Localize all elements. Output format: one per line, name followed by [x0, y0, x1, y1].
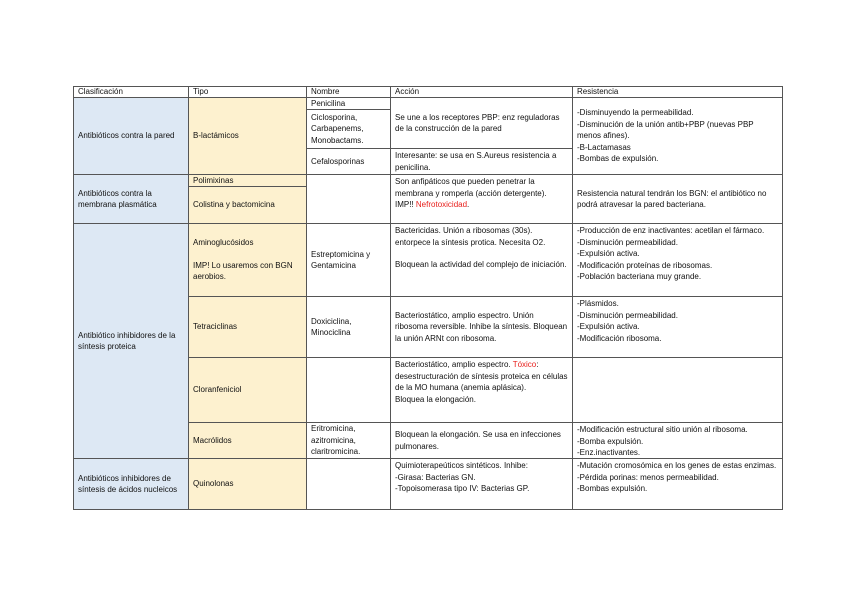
tipo-tetraciclinas: Tetraciclinas [188, 296, 307, 358]
accion-text [395, 359, 568, 394]
accion-membrana [390, 174, 573, 224]
resistencia-quinolonas [572, 458, 783, 510]
header-clasificacion: Clasificación [73, 86, 189, 98]
imp-label: IMP!! [395, 200, 414, 209]
toxico-highlight: Tóxico [512, 360, 537, 369]
clasificacion-sintesis-proteica: Antibiótico inhibidores de la síntesis proteica [73, 223, 189, 459]
resistencia-item: -Modificación ribosoma. [577, 333, 662, 343]
accion-tetraciclinas: Bacteriostático, amplio espectro. Unión ribosoma reversible. Inhibe la síntesis. Bloquean la unión ARNt con ribosoma. [390, 296, 573, 358]
tipo-label: Aminoglucósidos [193, 238, 254, 248]
accion-aminoglucosidos [390, 223, 573, 297]
accion-macrolidos: Bloquean la elongación. Se usa en infecciones pulmonares. [390, 422, 573, 459]
nombre-ciclosporina: Ciclosporina, Carbapenems, Monobactams. [306, 109, 391, 149]
resistencia-item: -Disminución permeabilidad. [577, 237, 678, 247]
resistencia-macrolidos [572, 422, 783, 459]
resistencia-item: -Disminución permeabilidad. [577, 310, 678, 320]
resistencia-item: -B-Lactamasas [577, 142, 631, 152]
accion-text: Bactericidas. Unión a ribosomas (30s). entorpece la síntesis protica. Necesita O2. [395, 226, 546, 247]
accion-text: -Girasa: Bacterias GN. [395, 472, 476, 482]
resistencia-item: -Bombas expulsión. [577, 484, 648, 493]
accion-quinolonas [390, 458, 573, 510]
clasificacion-membrana: Antibióticos contra la membrana plasmática [73, 174, 189, 224]
tipo-note: IMP! Lo usaremos con BGN aerobios. [193, 260, 293, 282]
header-resistencia: Resistencia [572, 86, 783, 98]
tipo-b-lactamicos: B-lactámicos [188, 97, 307, 175]
accion-text: -Topoisomerasa tipo IV: Bacterias GP. [395, 484, 530, 493]
resistencia-item: -Plásmidos. [577, 299, 619, 308]
resistencia-item: -Bomba expulsión. [577, 436, 644, 446]
resistencia-item: -Disminución de la unión antib+PBP (nuevas PBP menos afines). [577, 119, 754, 141]
resistencia-item: -Disminuyendo la permeabilidad. [577, 108, 694, 118]
accion-text: Son anfipáticos que pueden penetrar la membrana y romperla (acción detergente). [395, 177, 547, 198]
resistencia-pared [572, 97, 783, 175]
tipo-quinolonas: Quinolonas [188, 458, 307, 510]
resistencia-cloranfenicol-empty [572, 357, 783, 423]
resistencia-item: -Mutación cromosómica en los genes de estas enzimas. [577, 461, 777, 470]
header-accion: Acción [390, 86, 573, 98]
nombre-macrolidos: Eritromicina, azitromicina, claritromicina. [306, 422, 391, 459]
tipo-colistina: Colistina y bactomicina [188, 186, 307, 224]
nefrotoxicidad-highlight: Nefrotoxicidad [415, 200, 468, 209]
accion-text: Bloquea la elongación. [395, 394, 476, 404]
clasificacion-acidos-nucleicos: Antibióticos inhibidores de síntesis de ácidos nucleicos [73, 458, 189, 510]
tipo-aminoglucosidos [188, 223, 307, 297]
resistencia-item: -Enz.inactivantes. [577, 448, 641, 457]
resistencia-item: -Producción de enz inactivantes: acetilan el fármaco. [577, 226, 765, 235]
accion-start: Bacteriostático, amplio espectro. [395, 360, 511, 369]
accion-cefalosporinas: Interesante: se usa en S.Aureus resistencia a penicilina. [390, 148, 573, 175]
header-tipo: Tipo [188, 86, 307, 98]
punct: . [467, 200, 470, 209]
resistencia-tetraciclinas [572, 296, 783, 358]
resistencia-membrana: Resistencia natural tendrán los BGN: el antibiótico no podrá atravesar la pared bacteriana. [572, 174, 783, 224]
accion-cloranfenicol [390, 357, 573, 423]
resistencia-item: -Modificación estructural sitio unión al ribosoma. [577, 425, 748, 434]
nombre-aminoglucosidos: Estreptomicina y Gentamicina [306, 223, 391, 297]
tipo-polimixinas: Polimixinas [188, 174, 307, 187]
accion-imp [395, 199, 568, 211]
tipo-macrolidos: Macrólidos [188, 422, 307, 459]
resistencia-item: -Pérdida porinas: menos permeabilidad. [577, 472, 719, 482]
header-nombre: Nombre [306, 86, 391, 98]
resistencia-item: -Población bacteriana muy grande. [577, 272, 702, 281]
nombre-cloranfenicol-empty [306, 357, 391, 423]
resistencia-aminoglucosidos [572, 223, 783, 297]
accion-text: Quimioterapeúticos sintéticos. Inhibe: [395, 461, 528, 470]
nombre-quinolonas-empty [306, 458, 391, 510]
resistencia-item: -Expulsión activa. [577, 249, 640, 258]
accion-rest: : desestructuración de síntesis proteica en células de la MO humana (anemia aplásica). [395, 360, 568, 392]
clasificacion-pared: Antibióticos contra la pared [73, 97, 189, 175]
accion-text: Bloquean la actividad del complejo de iniciación. [395, 260, 567, 269]
resistencia-item: -Modificación proteínas de ribosomas. [577, 260, 713, 270]
accion-b-lactamicos: Se une a los receptores PBP: enz reguladoras de la construcción de la pared [390, 97, 573, 149]
resistencia-item: -Bombas de expulsión. [577, 154, 659, 164]
resistencia-item: -Expulsión activa. [577, 322, 640, 331]
nombre-penicilina: Penicilina [306, 97, 391, 110]
tipo-cloranfenicol: Cloranfeniciol [188, 357, 307, 423]
nombre-tetraciclinas: Doxiciclina, Minociclina [306, 296, 391, 358]
nombre-membrana-empty [306, 174, 391, 224]
nombre-cefalosporinas: Cefalosporinas [306, 148, 391, 175]
